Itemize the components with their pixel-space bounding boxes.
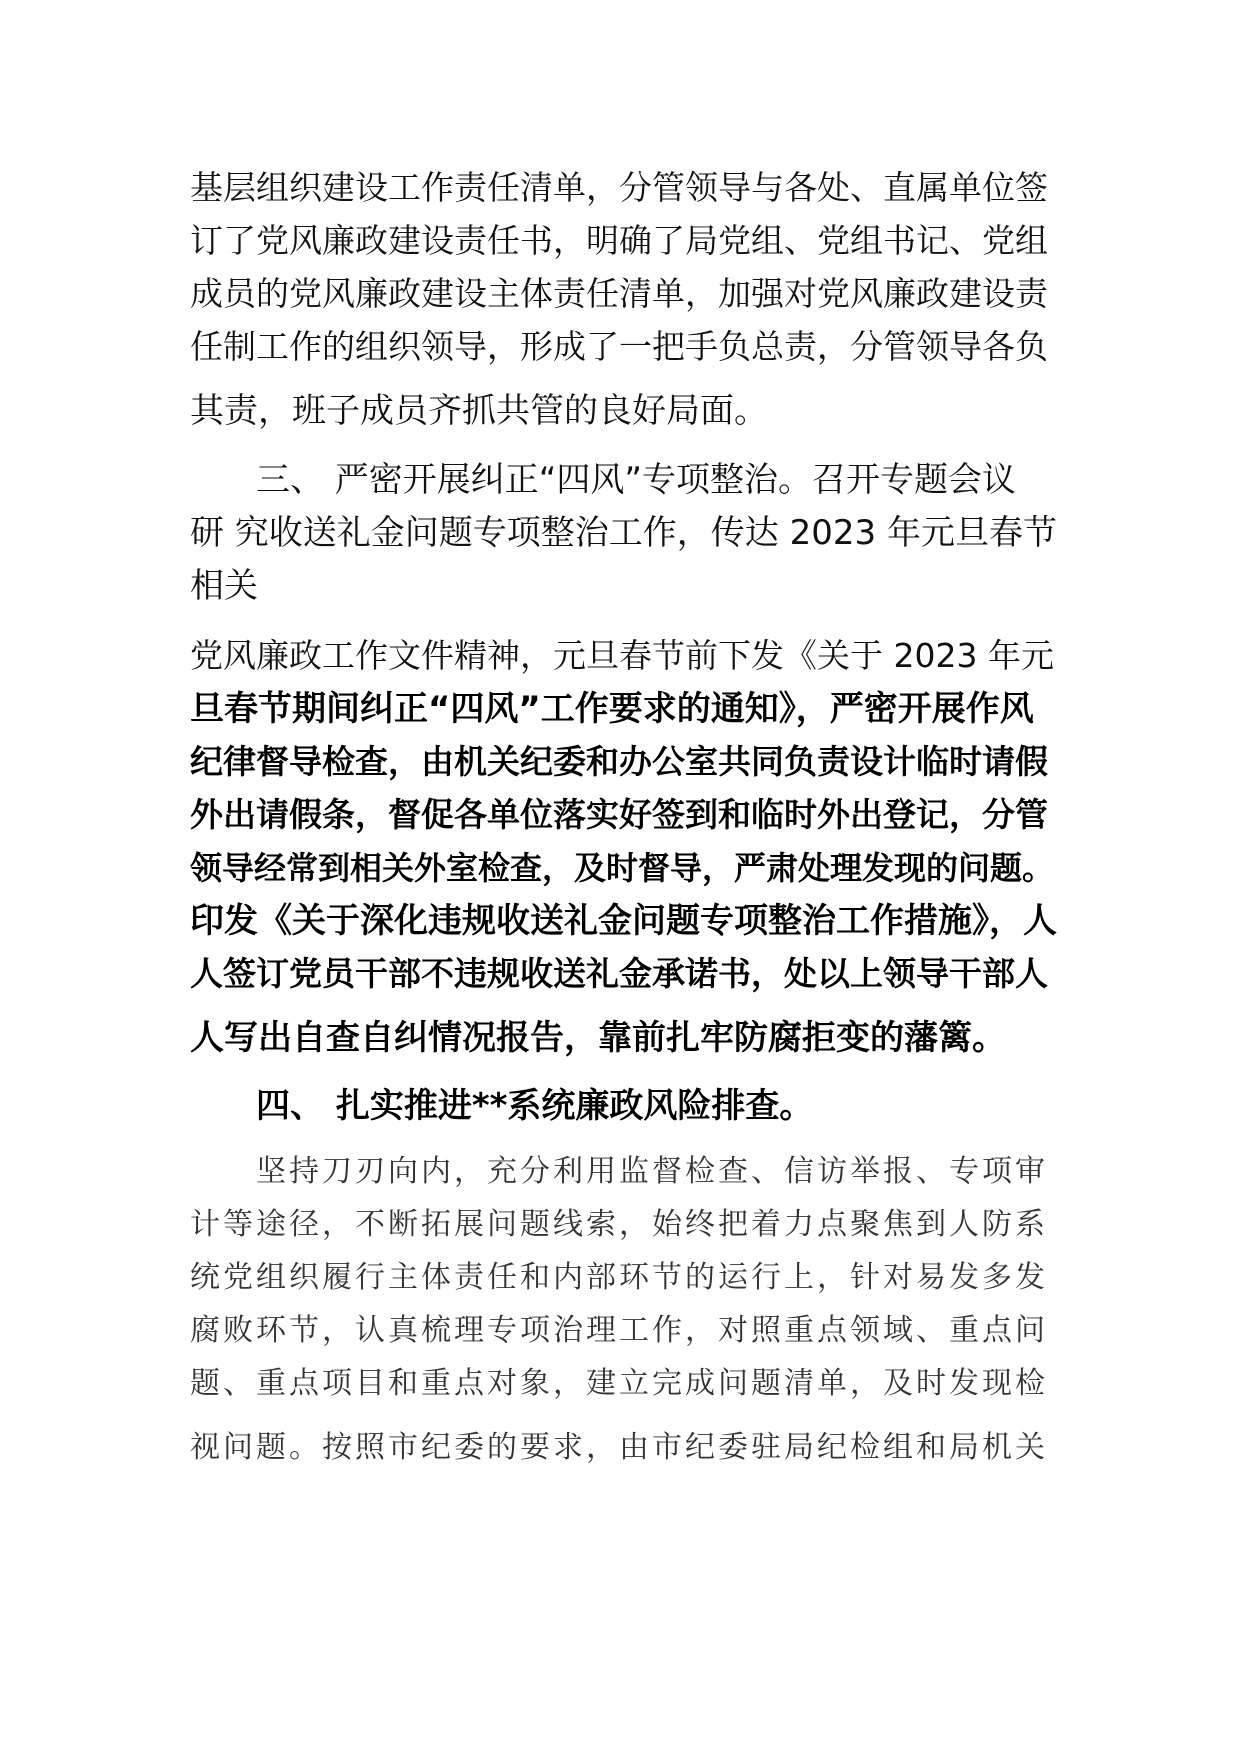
paragraph-line-bold: 印发《关于深化违规收送礼金问题专项整治工作措施》，人 [190,901,1057,941]
paragraph-line: 题、重点项目和重点对象，建立完成问题清单，及时发现检 [190,1366,1048,1401]
paragraph-line: 视问题。按照市纪委的要求，由市纪委驻局纪检组和局机关 [190,1430,1048,1465]
paragraph-line-bold: 领导经常到相关外室检查，及时督导，严肃处理发现的问题。 [190,849,1055,887]
paragraph-line: 订了党风廉政建设责任书，明确了局党组、党组书记、党组 [190,221,1048,260]
paragraph-line: 研 究收送礼金问题专项整治工作，传达 2023 年元旦春节 [190,513,1057,553]
paragraph-line: 统党组织履行主体责任和内部环节的运行上，针对易发多发 [190,1260,1048,1295]
paragraph-line: 基层组织建设工作责任清单，分管领导与各处、直属单位签 [190,168,1048,207]
paragraph-line: 成员的党风廉政建设主体责任清单，加强对党风廉政建设责 [190,274,1048,313]
section-heading-three: 三、 严密开展纠正“四风”专项整治。召开专题会议 [256,460,1017,500]
paragraph-line-bold: 纪律督导检查，由机关纪委和办公室共同负责设计临时请假 [190,742,1048,781]
section-heading-four: 四、 扎实推进**系统廉政风险排查。 [256,1086,814,1126]
paragraph-line: 相关 [190,566,258,606]
paragraph-line: 党风廉政工作文件精神，元旦春节前下发《关于 2023 年元 [190,636,1054,675]
paragraph-line: 其责，班子成员齐抓共管的良好局面。 [190,391,768,431]
paragraph-line: 坚持刀刃向内，充分利用监督检查、信访举报、专项审 [256,1154,1048,1189]
paragraph-line-bold: 外出请假条，督促各单位落实好签到和临时外出登记，分管 [190,795,1048,834]
paragraph-line-bold: 人签订党员干部不违规收送礼金承诺书，处以上领导干部人 [190,954,1048,993]
paragraph-line-bold: 人写出自查自纠情况报告，靠前扎牢防腐拒变的藩篱。 [190,1018,1006,1058]
paragraph-line-bold: 旦春节期间纠正“四风”工作要求的通知》，严密开展作风 [190,689,1034,729]
paragraph-line: 计等途径，不断拓展问题线索，始终把着力点聚焦到人防系 [190,1207,1048,1242]
paragraph-line: 腐败环节，认真梳理专项治理工作，对照重点领域、重点问 [190,1313,1048,1348]
paragraph-line: 任制工作的组织领导，形成了一把手负总责，分管领导各负 [190,327,1048,366]
